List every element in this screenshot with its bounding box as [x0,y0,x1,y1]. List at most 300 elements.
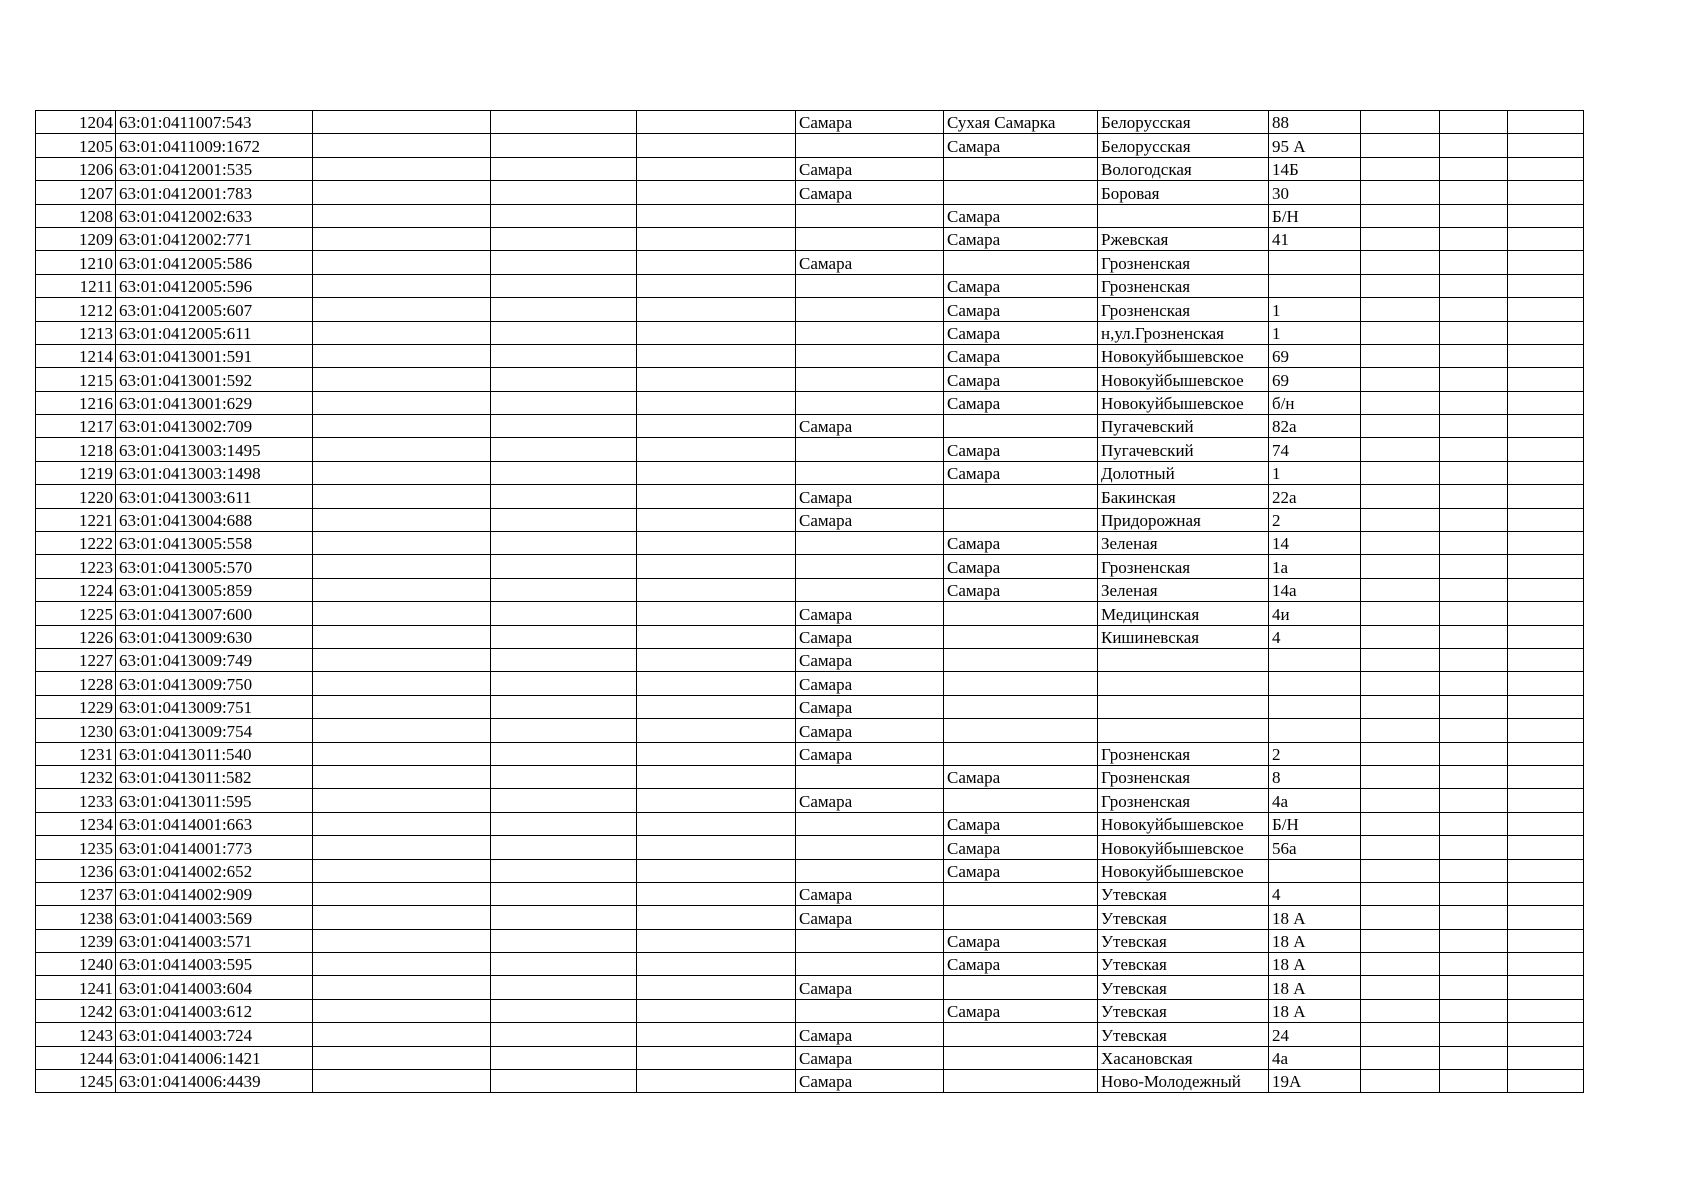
house-number-cell [1269,672,1361,695]
locality-cell: Самара [944,227,1098,250]
col-3-cell [313,181,491,204]
street-cell: Утевская [1098,929,1269,952]
col-11-cell [1440,532,1508,555]
cadastral-number-cell: 63:01:0413009:630 [116,625,313,648]
col-5-cell [637,1023,796,1046]
row-number-cell: 1204 [36,111,116,134]
house-number-cell: 18 А [1269,929,1361,952]
house-number-cell: 69 [1269,344,1361,367]
city-cell: Самара [796,976,944,999]
col-10-cell [1361,368,1440,391]
col-5-cell [637,953,796,976]
col-10-cell [1361,438,1440,461]
col-10-cell [1361,859,1440,882]
col-11-cell [1440,1070,1508,1093]
col-3-cell [313,578,491,601]
col-12-cell [1508,999,1584,1022]
cadastral-number-cell: 63:01:0413005:859 [116,578,313,601]
row-number-cell: 1209 [36,227,116,250]
col-12-cell [1508,157,1584,180]
row-number-cell: 1233 [36,789,116,812]
table-row [36,274,1584,297]
table-row [36,321,1584,344]
house-number-cell: 18 А [1269,906,1361,929]
col-11-cell [1440,274,1508,297]
city-cell [796,368,944,391]
col-12-cell [1508,344,1584,367]
col-11-cell [1440,672,1508,695]
city-cell: Самара [796,625,944,648]
col-5-cell [637,204,796,227]
col-11-cell [1440,391,1508,414]
city-cell: Самара [796,111,944,134]
street-cell: Утевская [1098,976,1269,999]
col-4-cell [491,461,637,484]
city-cell [796,532,944,555]
cadastral-number-cell: 63:01:0413002:709 [116,415,313,438]
cadastral-number-cell: 63:01:0413003:1495 [116,438,313,461]
col-3-cell [313,953,491,976]
city-cell [796,298,944,321]
row-number-cell: 1222 [36,532,116,555]
col-11-cell [1440,204,1508,227]
cadastral-number-cell: 63:01:0414003:612 [116,999,313,1022]
col-3-cell [313,906,491,929]
col-3-cell [313,648,491,671]
city-cell [796,438,944,461]
col-3-cell [313,134,491,157]
city-cell [796,812,944,835]
col-12-cell [1508,204,1584,227]
col-5-cell [637,508,796,531]
col-11-cell [1440,765,1508,788]
city-cell: Самара [796,602,944,625]
col-4-cell [491,485,637,508]
row-number-cell: 1242 [36,999,116,1022]
col-11-cell [1440,578,1508,601]
col-10-cell [1361,227,1440,250]
col-10-cell [1361,882,1440,905]
col-5-cell [637,929,796,952]
locality-cell [944,719,1098,742]
row-number-cell: 1244 [36,1046,116,1069]
table-row [36,789,1584,812]
locality-cell [944,648,1098,671]
col-12-cell [1508,321,1584,344]
row-number-cell: 1234 [36,812,116,835]
locality-cell: Самара [944,859,1098,882]
locality-cell: Самара [944,765,1098,788]
row-number-cell: 1206 [36,157,116,180]
col-12-cell [1508,976,1584,999]
col-11-cell [1440,368,1508,391]
city-cell [796,134,944,157]
col-4-cell [491,1023,637,1046]
locality-cell [944,906,1098,929]
cadastral-number-cell: 63:01:0413005:570 [116,555,313,578]
locality-cell: Самара [944,298,1098,321]
col-12-cell [1508,625,1584,648]
col-4-cell [491,344,637,367]
house-number-cell: 4а [1269,789,1361,812]
house-number-cell: 1а [1269,555,1361,578]
row-number-cell: 1213 [36,321,116,344]
col-4-cell [491,391,637,414]
col-3-cell [313,485,491,508]
row-number-cell: 1216 [36,391,116,414]
col-10-cell [1361,789,1440,812]
col-3-cell [313,836,491,859]
row-number-cell: 1205 [36,134,116,157]
col-3-cell [313,438,491,461]
house-number-cell [1269,859,1361,882]
house-number-cell: 41 [1269,227,1361,250]
col-10-cell [1361,134,1440,157]
col-3-cell [313,672,491,695]
street-cell: Долотный [1098,461,1269,484]
table-row [36,134,1584,157]
house-number-cell: 69 [1269,368,1361,391]
col-11-cell [1440,648,1508,671]
col-3-cell [313,1070,491,1093]
col-10-cell [1361,976,1440,999]
street-cell: Бакинская [1098,485,1269,508]
house-number-cell: 18 А [1269,999,1361,1022]
cadastral-number-cell: 63:01:0414001:773 [116,836,313,859]
house-number-cell: 19А [1269,1070,1361,1093]
col-12-cell [1508,719,1584,742]
row-number-cell: 1211 [36,274,116,297]
table-row [36,251,1584,274]
cadastral-number-cell: 63:01:0412001:783 [116,181,313,204]
row-number-cell: 1208 [36,204,116,227]
col-10-cell [1361,508,1440,531]
col-4-cell [491,672,637,695]
locality-cell [944,695,1098,718]
cadastral-number-cell: 63:01:0412005:611 [116,321,313,344]
col-11-cell [1440,485,1508,508]
col-12-cell [1508,765,1584,788]
house-number-cell: 88 [1269,111,1361,134]
locality-cell: Самара [944,134,1098,157]
street-cell: Новокуйбышевское [1098,368,1269,391]
col-4-cell [491,134,637,157]
table-row [36,602,1584,625]
house-number-cell: 14а [1269,578,1361,601]
table-row [36,1070,1584,1093]
col-12-cell [1508,695,1584,718]
street-cell: Вологодская [1098,157,1269,180]
col-10-cell [1361,274,1440,297]
city-cell: Самара [796,719,944,742]
col-12-cell [1508,672,1584,695]
row-number-cell: 1236 [36,859,116,882]
row-number-cell: 1219 [36,461,116,484]
house-number-cell: 4и [1269,602,1361,625]
street-cell [1098,672,1269,695]
col-12-cell [1508,485,1584,508]
col-10-cell [1361,251,1440,274]
col-5-cell [637,976,796,999]
city-cell: Самара [796,672,944,695]
col-4-cell [491,812,637,835]
locality-cell: Самара [944,321,1098,344]
col-4-cell [491,719,637,742]
col-4-cell [491,976,637,999]
house-number-cell [1269,251,1361,274]
col-4-cell [491,321,637,344]
col-12-cell [1508,227,1584,250]
table-row [36,976,1584,999]
row-number-cell: 1239 [36,929,116,952]
col-3-cell [313,1046,491,1069]
col-5-cell [637,298,796,321]
house-number-cell: 22а [1269,485,1361,508]
col-10-cell [1361,836,1440,859]
col-4-cell [491,836,637,859]
street-cell: Боровая [1098,181,1269,204]
house-number-cell [1269,648,1361,671]
city-cell [796,344,944,367]
street-cell: Грозненская [1098,251,1269,274]
table-row [36,836,1584,859]
col-10-cell [1361,695,1440,718]
locality-cell [944,976,1098,999]
col-11-cell [1440,344,1508,367]
col-3-cell [313,532,491,555]
locality-cell: Самара [944,204,1098,227]
cadastral-number-cell: 63:01:0414002:909 [116,882,313,905]
col-5-cell [637,742,796,765]
cadastral-number-cell: 63:01:0412002:771 [116,227,313,250]
house-number-cell: 24 [1269,1023,1361,1046]
row-number-cell: 1237 [36,882,116,905]
col-10-cell [1361,765,1440,788]
col-12-cell [1508,415,1584,438]
street-cell: Пугачевский [1098,415,1269,438]
col-4-cell [491,953,637,976]
cadastral-number-cell: 63:01:0412005:596 [116,274,313,297]
locality-cell [944,157,1098,180]
col-5-cell [637,274,796,297]
col-12-cell [1508,555,1584,578]
table-row [36,999,1584,1022]
col-10-cell [1361,812,1440,835]
col-11-cell [1440,836,1508,859]
city-cell: Самара [796,1070,944,1093]
col-5-cell [637,485,796,508]
locality-cell: Самара [944,368,1098,391]
table-row [36,765,1584,788]
col-12-cell [1508,368,1584,391]
col-5-cell [637,1070,796,1093]
col-11-cell [1440,298,1508,321]
street-cell: Белорусская [1098,111,1269,134]
row-number-cell: 1215 [36,368,116,391]
locality-cell: Самара [944,391,1098,414]
house-number-cell: 30 [1269,181,1361,204]
col-11-cell [1440,181,1508,204]
col-10-cell [1361,461,1440,484]
table-row [36,344,1584,367]
col-5-cell [637,532,796,555]
house-number-cell: Б/Н [1269,204,1361,227]
table-row [36,111,1584,134]
house-number-cell [1269,719,1361,742]
col-4-cell [491,298,637,321]
col-12-cell [1508,438,1584,461]
street-cell: Новокуйбышевское [1098,391,1269,414]
col-11-cell [1440,999,1508,1022]
col-5-cell [637,321,796,344]
col-3-cell [313,555,491,578]
col-3-cell [313,719,491,742]
locality-cell [944,602,1098,625]
locality-cell [944,742,1098,765]
cadastral-number-cell: 63:01:0413004:688 [116,508,313,531]
col-5-cell [637,836,796,859]
street-cell [1098,204,1269,227]
house-number-cell: 95 А [1269,134,1361,157]
col-12-cell [1508,953,1584,976]
col-12-cell [1508,929,1584,952]
col-10-cell [1361,906,1440,929]
col-4-cell [491,695,637,718]
house-number-cell: 14Б [1269,157,1361,180]
street-cell: Грозненская [1098,789,1269,812]
house-number-cell: б/н [1269,391,1361,414]
col-5-cell [637,415,796,438]
col-4-cell [491,415,637,438]
col-5-cell [637,999,796,1022]
col-4-cell [491,368,637,391]
city-cell [796,391,944,414]
cadastral-number-cell: 63:01:0413007:600 [116,602,313,625]
locality-cell [944,1023,1098,1046]
col-5-cell [637,672,796,695]
col-11-cell [1440,1046,1508,1069]
col-3-cell [313,344,491,367]
col-5-cell [637,812,796,835]
col-3-cell [313,789,491,812]
col-10-cell [1361,1023,1440,1046]
col-10-cell [1361,648,1440,671]
table-row [36,204,1584,227]
street-cell: Утевская [1098,999,1269,1022]
locality-cell: Самара [944,812,1098,835]
house-number-cell: 82а [1269,415,1361,438]
city-cell: Самара [796,508,944,531]
house-number-cell: 74 [1269,438,1361,461]
row-number-cell: 1228 [36,672,116,695]
house-number-cell: 4 [1269,882,1361,905]
table-row [36,508,1584,531]
col-12-cell [1508,648,1584,671]
row-number-cell: 1214 [36,344,116,367]
col-4-cell [491,204,637,227]
locality-cell [944,672,1098,695]
col-11-cell [1440,251,1508,274]
row-number-cell: 1210 [36,251,116,274]
city-cell: Самара [796,181,944,204]
table-row [36,1046,1584,1069]
col-4-cell [491,859,637,882]
col-5-cell [637,648,796,671]
locality-cell: Сухая Самарка [944,111,1098,134]
col-4-cell [491,765,637,788]
table-row [36,181,1584,204]
city-cell [796,953,944,976]
city-cell: Самара [796,1046,944,1069]
col-4-cell [491,789,637,812]
cadastral-number-cell: 63:01:0414003:604 [116,976,313,999]
col-12-cell [1508,181,1584,204]
col-4-cell [491,532,637,555]
col-3-cell [313,625,491,648]
house-number-cell: Б/Н [1269,812,1361,835]
col-10-cell [1361,999,1440,1022]
locality-cell [944,625,1098,648]
locality-cell: Самара [944,999,1098,1022]
col-3-cell [313,976,491,999]
col-10-cell [1361,1046,1440,1069]
row-number-cell: 1224 [36,578,116,601]
row-number-cell: 1243 [36,1023,116,1046]
street-cell: Утевская [1098,882,1269,905]
col-11-cell [1440,719,1508,742]
street-cell [1098,648,1269,671]
col-4-cell [491,555,637,578]
col-3-cell [313,1023,491,1046]
col-10-cell [1361,415,1440,438]
col-11-cell [1440,789,1508,812]
city-cell [796,929,944,952]
city-cell: Самара [796,157,944,180]
locality-cell: Самара [944,461,1098,484]
col-10-cell [1361,555,1440,578]
col-10-cell [1361,111,1440,134]
locality-cell: Самара [944,953,1098,976]
street-cell: Новокуйбышевское [1098,344,1269,367]
col-3-cell [313,765,491,788]
col-10-cell [1361,204,1440,227]
locality-cell: Самара [944,532,1098,555]
table-row [36,742,1584,765]
city-cell [796,555,944,578]
col-12-cell [1508,298,1584,321]
city-cell [796,836,944,859]
house-number-cell: 8 [1269,765,1361,788]
col-3-cell [313,859,491,882]
col-5-cell [637,368,796,391]
table-row [36,953,1584,976]
col-10-cell [1361,181,1440,204]
row-number-cell: 1232 [36,765,116,788]
house-number-cell: 4а [1269,1046,1361,1069]
col-10-cell [1361,485,1440,508]
col-4-cell [491,157,637,180]
street-cell [1098,695,1269,718]
house-number-cell: 56а [1269,836,1361,859]
col-11-cell [1440,111,1508,134]
col-10-cell [1361,532,1440,555]
col-5-cell [637,461,796,484]
table-row [36,1023,1584,1046]
row-number-cell: 1223 [36,555,116,578]
col-4-cell [491,578,637,601]
city-cell [796,765,944,788]
col-12-cell [1508,578,1584,601]
